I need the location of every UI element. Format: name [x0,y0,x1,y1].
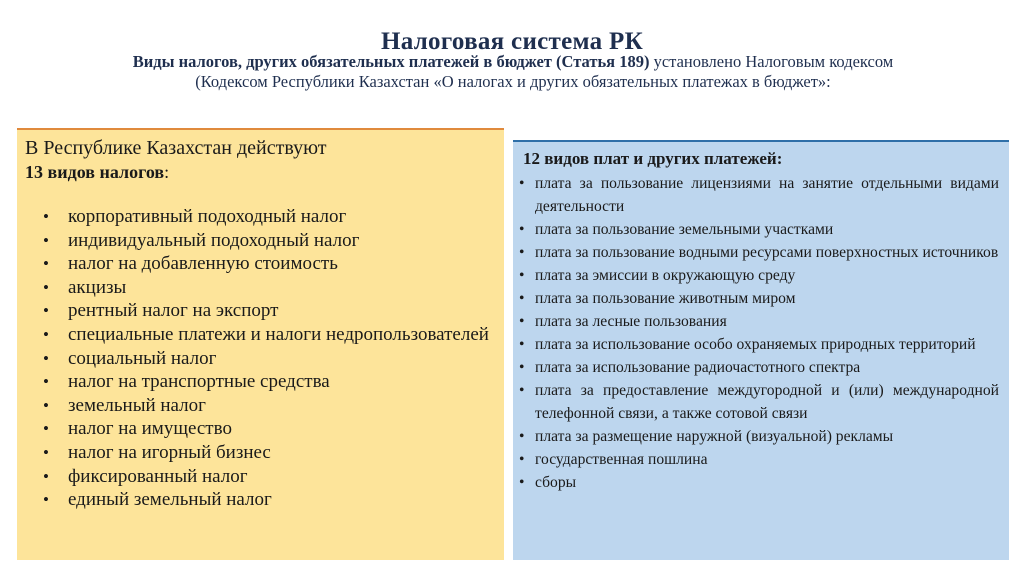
payment-item [519,356,999,379]
bullet-icon: • [43,372,49,392]
payment-item [519,448,999,471]
payment-item [519,287,999,310]
tax-item-text: индивидуальный подоходный налог [68,229,360,251]
bullet-icon: • [519,359,525,376]
bullet-icon: • [43,207,49,226]
bullet-icon: • [43,419,49,439]
bullet-icon: • [519,313,525,330]
taxes-count [25,160,504,184]
taxes-list [25,206,504,511]
payment-item [519,218,999,241]
bullet-icon: • [43,395,49,415]
payment-item [519,264,999,287]
payment-item-text: плата за пользование земельными участками [535,221,834,238]
payments-panel [513,140,1009,560]
payment-item-text: плата за использование особо охраняемых природных территорий [535,336,976,353]
tax-item-text: земельный налог [68,394,206,416]
bullet-icon: • [519,474,525,491]
tax-item [43,324,504,346]
tax-item-text: налог на игорный бизнес [68,441,271,463]
payment-item [519,310,999,333]
payment-item [519,333,999,356]
bullet-icon: • [43,277,49,297]
bullet-icon: • [519,382,525,399]
payments-list [519,172,999,494]
tax-item-text: социальный налог [68,347,217,369]
bullet-icon: • [519,451,525,468]
page-title: Налоговая система РК [380,28,644,55]
bullet-icon: • [43,348,49,368]
tax-item-text: налог на имущество [68,418,232,440]
payment-item [519,241,999,264]
tax-item-text: корпоративный подоходный налог [68,206,347,227]
bullet-icon: • [519,336,525,353]
tax-item [43,277,504,299]
bullet-icon: • [43,230,49,250]
payment-item-text: сборы [535,474,577,491]
tax-item [43,466,504,488]
tax-item [43,348,504,370]
taxes-count-text: 13 видов налогов [25,162,165,182]
tax-item [43,230,504,252]
tax-item-text: налог на транспортные средства [68,371,330,393]
bullet-icon: • [519,175,525,192]
tax-item-text: рентный налог на экспорт [68,300,279,322]
payment-item [519,471,999,494]
bullet-icon: • [519,221,525,238]
payment-item [519,425,999,448]
payment-item-text: плата за предоставление междугородной и (или) международной телефонной связи, а также сотовой связи [535,382,999,422]
payment-item [519,172,999,218]
payment-item-text: плата за эмиссии в окружающую среду [535,267,796,284]
subtitle-rest: установлено Налоговым кодексом (Кодексом Республики Казахстан «О налогах и других обязательных платежах в бюджет»: [195,52,894,91]
payments-heading: 12 видов плат и других платежей: [523,149,783,168]
payment-item [519,379,999,425]
taxes-count-colon: : [164,162,170,182]
tax-item-text: акцизы [68,276,127,298]
payment-item-text: плата за пользование животным миром [535,290,796,307]
page-subtitle [128,52,898,92]
bullet-icon: • [43,466,49,486]
bullet-icon: • [43,490,49,510]
bullet-icon: • [519,290,525,307]
payment-item-text: плата за пользование водными ресурсами поверхностных источников [535,244,999,261]
tax-item [43,371,504,393]
bullet-icon: • [43,301,49,321]
bullet-icon: • [43,324,49,344]
tax-item [43,442,504,464]
payment-item-text: плата за использование радиочастотного спектра [535,359,861,376]
taxes-panel [17,128,504,560]
payment-item-text: плата за лесные пользования [535,313,727,330]
tax-item [43,300,504,322]
tax-item [43,253,504,275]
bullet-icon: • [519,244,525,261]
taxes-intro: В Республике Казахстан действуют [25,137,327,159]
tax-item-text: специальные платежи и налоги недропользователей [68,323,489,345]
bullet-icon: • [43,442,49,462]
tax-item-text: налог на добавленную стоимость [68,253,338,275]
bullet-icon: • [519,267,525,284]
payment-item-text: плата за пользование лицензиями на занятие отдельными видами деятельности [535,175,999,215]
tax-item-text: единый земельный налог [68,489,272,511]
subtitle-bold: Виды налогов, других обязательных платежей в бюджет (Статья 189) [132,52,650,71]
bullet-icon: • [43,254,49,274]
payment-item-text: плата за размещение наружной (визуальной) рекламы [535,428,894,445]
payment-item-text: государственная пошлина [535,451,708,468]
tax-item [43,418,504,440]
tax-item-text: фиксированный налог [68,465,248,487]
tax-item [43,489,504,511]
bullet-icon: • [519,428,525,445]
tax-item [43,206,504,228]
tax-item [43,395,504,417]
